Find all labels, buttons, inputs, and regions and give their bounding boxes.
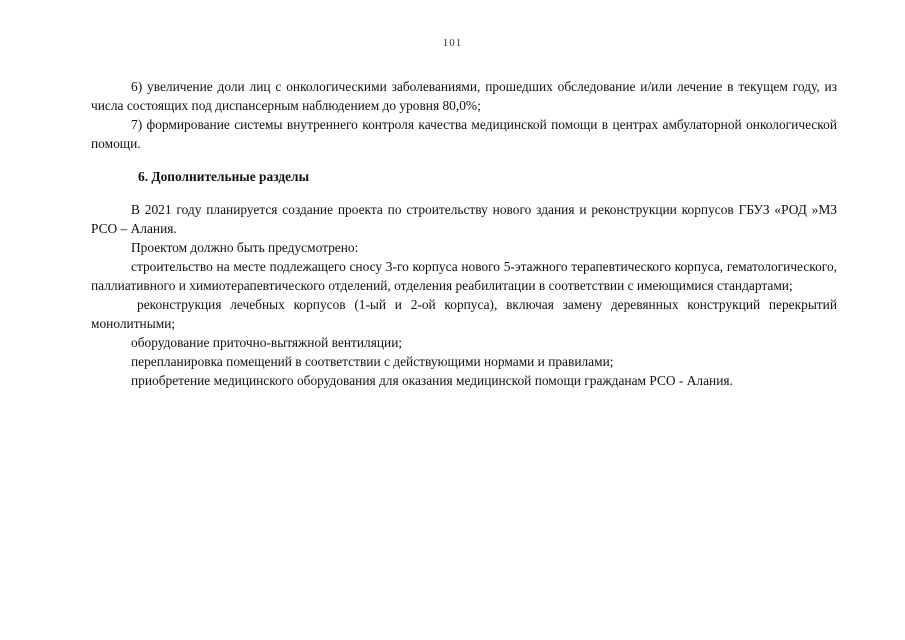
document-body [91,77,837,390]
section-intro: В 2021 году планируется создание проекта по строительству нового здания и реконструкции корпусов ГБУЗ «РОД »МЗ РСО – Алания. [91,202,837,236]
provision-item-equipment: приобретение медицинского оборудования для оказания медицинской помощи гражданам РСО - Алания. [131,373,733,388]
provision-item-reconstruction: реконструкция лечебных корпусов (1-ый и 2-ой корпуса), включая замену деревянных конструкций перекрытий монолитными; [91,297,837,331]
list-item-7: 7) формирование системы внутреннего контроля качества медицинской помощи в центрах амбулаторной онкологической помощи. [91,117,837,151]
page-number: 101 [442,37,463,49]
provision-item-ventilation: оборудование приточно-вытяжной вентиляции; [131,335,403,350]
provision-item-replanning: перепланировка помещений в соответствии с действующими нормами и правилами; [131,354,614,369]
section-heading: 6. Дополнительные разделы [138,169,310,184]
list-item-6: 6) увеличение доли лиц с онкологическими заболеваниями, прошедших обследование и/или лечение в текущем году, из числа состоящих под диспансерным наблюдением до уровня 80,0%; [91,79,837,113]
provision-item-construction: строительство на месте подлежащего сносу 3-го корпуса нового 5-этажного терапевтического корпуса, гематологического, паллиативного и химиотерапевтического отделений, отделения реабилитации в соответствии с имеющимися стандартами; [91,259,837,293]
section-provided: Проектом должно быть предусмотрено: [131,240,359,255]
